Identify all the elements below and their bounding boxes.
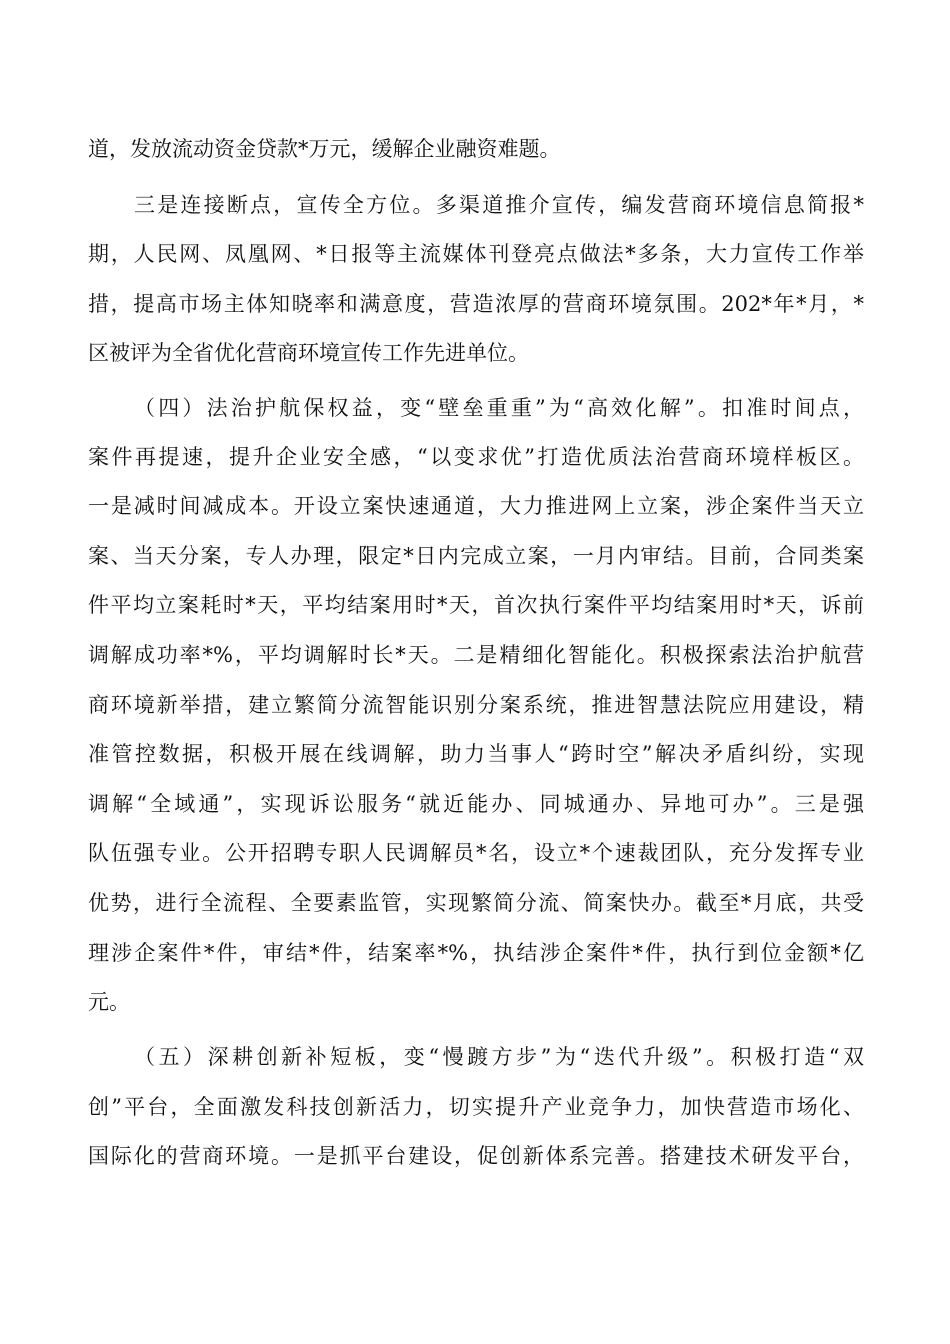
body-line-6: （四）法治护航保权益，变“壁垒重重”为“高效化解”。扣准时间点， (134, 396, 864, 420)
body-line-14: 调解“全域通”，实现诉讼服务“就近能办、同城通办、异地可办”。三是强 (88, 792, 864, 816)
body-line-9: 案、当天分案，专人办理，限定*日内完成立案，一月内审结。目前，合同类案 (88, 544, 864, 568)
body-line-19: （五）深耕创新补短板，变“慢踱方步”为“迭代升级”。积极打造“双 (134, 1045, 864, 1069)
body-line-20: 创”平台，全面激发科技创新活力，切实提升产业竞争力，加快营造市场化、 (88, 1095, 864, 1119)
body-line-21: 国际化的营商环境。一是抓平台建设，促创新体系完善。搭建技术研发平台， (88, 1144, 864, 1168)
body-line-4: 措，提高市场主体知晓率和满意度，营造浓厚的营商环境氛围。202*年*月，* (88, 292, 864, 316)
body-line-2: 三是连接断点，宣传全方位。多渠道推介宣传，编发营商环境信息简报* (134, 193, 864, 217)
body-line-5: 区被评为全省优化营商环境宣传工作先进单位。 (88, 341, 529, 365)
body-line-18: 元。 (88, 990, 130, 1014)
body-line-16: 优势，进行全流程、全要素监管，实现繁简分流、简案快办。截至*月底，共受 (88, 891, 864, 915)
body-line-15: 队伍强专业。公开招聘专职人民调解员*名，设立*个速裁团队，充分发挥专业 (88, 841, 864, 865)
body-line-17: 理涉企案件*件，审结*件，结案率*%，执结涉企案件*件，执行到位金额*亿 (88, 941, 864, 965)
body-line-1: 道，发放流动资金贷款*万元，缓解企业融资难题。 (88, 137, 561, 161)
body-line-13: 准管控数据，积极开展在线调解，助力当事人“跨时空”解决矛盾纠纷，实现 (88, 742, 864, 766)
body-line-7: 案件再提速，提升企业安全感，“以变求优”打造优质法治营商环境样板区。 (88, 445, 864, 469)
body-line-8: 一是减时间减成本。开设立案快速通道，大力推进网上立案，涉企案件当天立 (88, 494, 864, 518)
body-line-10: 件平均立案耗时*天，平均结案用时*天，首次执行案件平均结案用时*天，诉前 (88, 593, 864, 617)
body-line-12: 商环境新举措，建立繁简分流智能识别分案系统，推进智慧法院应用建设，精 (88, 693, 864, 717)
body-line-3: 期，人民网、凤凰网、*日报等主流媒体刊登亮点做法*多条，大力宣传工作举 (88, 242, 864, 266)
body-line-11: 调解成功率*%，平均调解时长*天。二是精细化智能化。积极探索法治护航营 (88, 643, 864, 667)
